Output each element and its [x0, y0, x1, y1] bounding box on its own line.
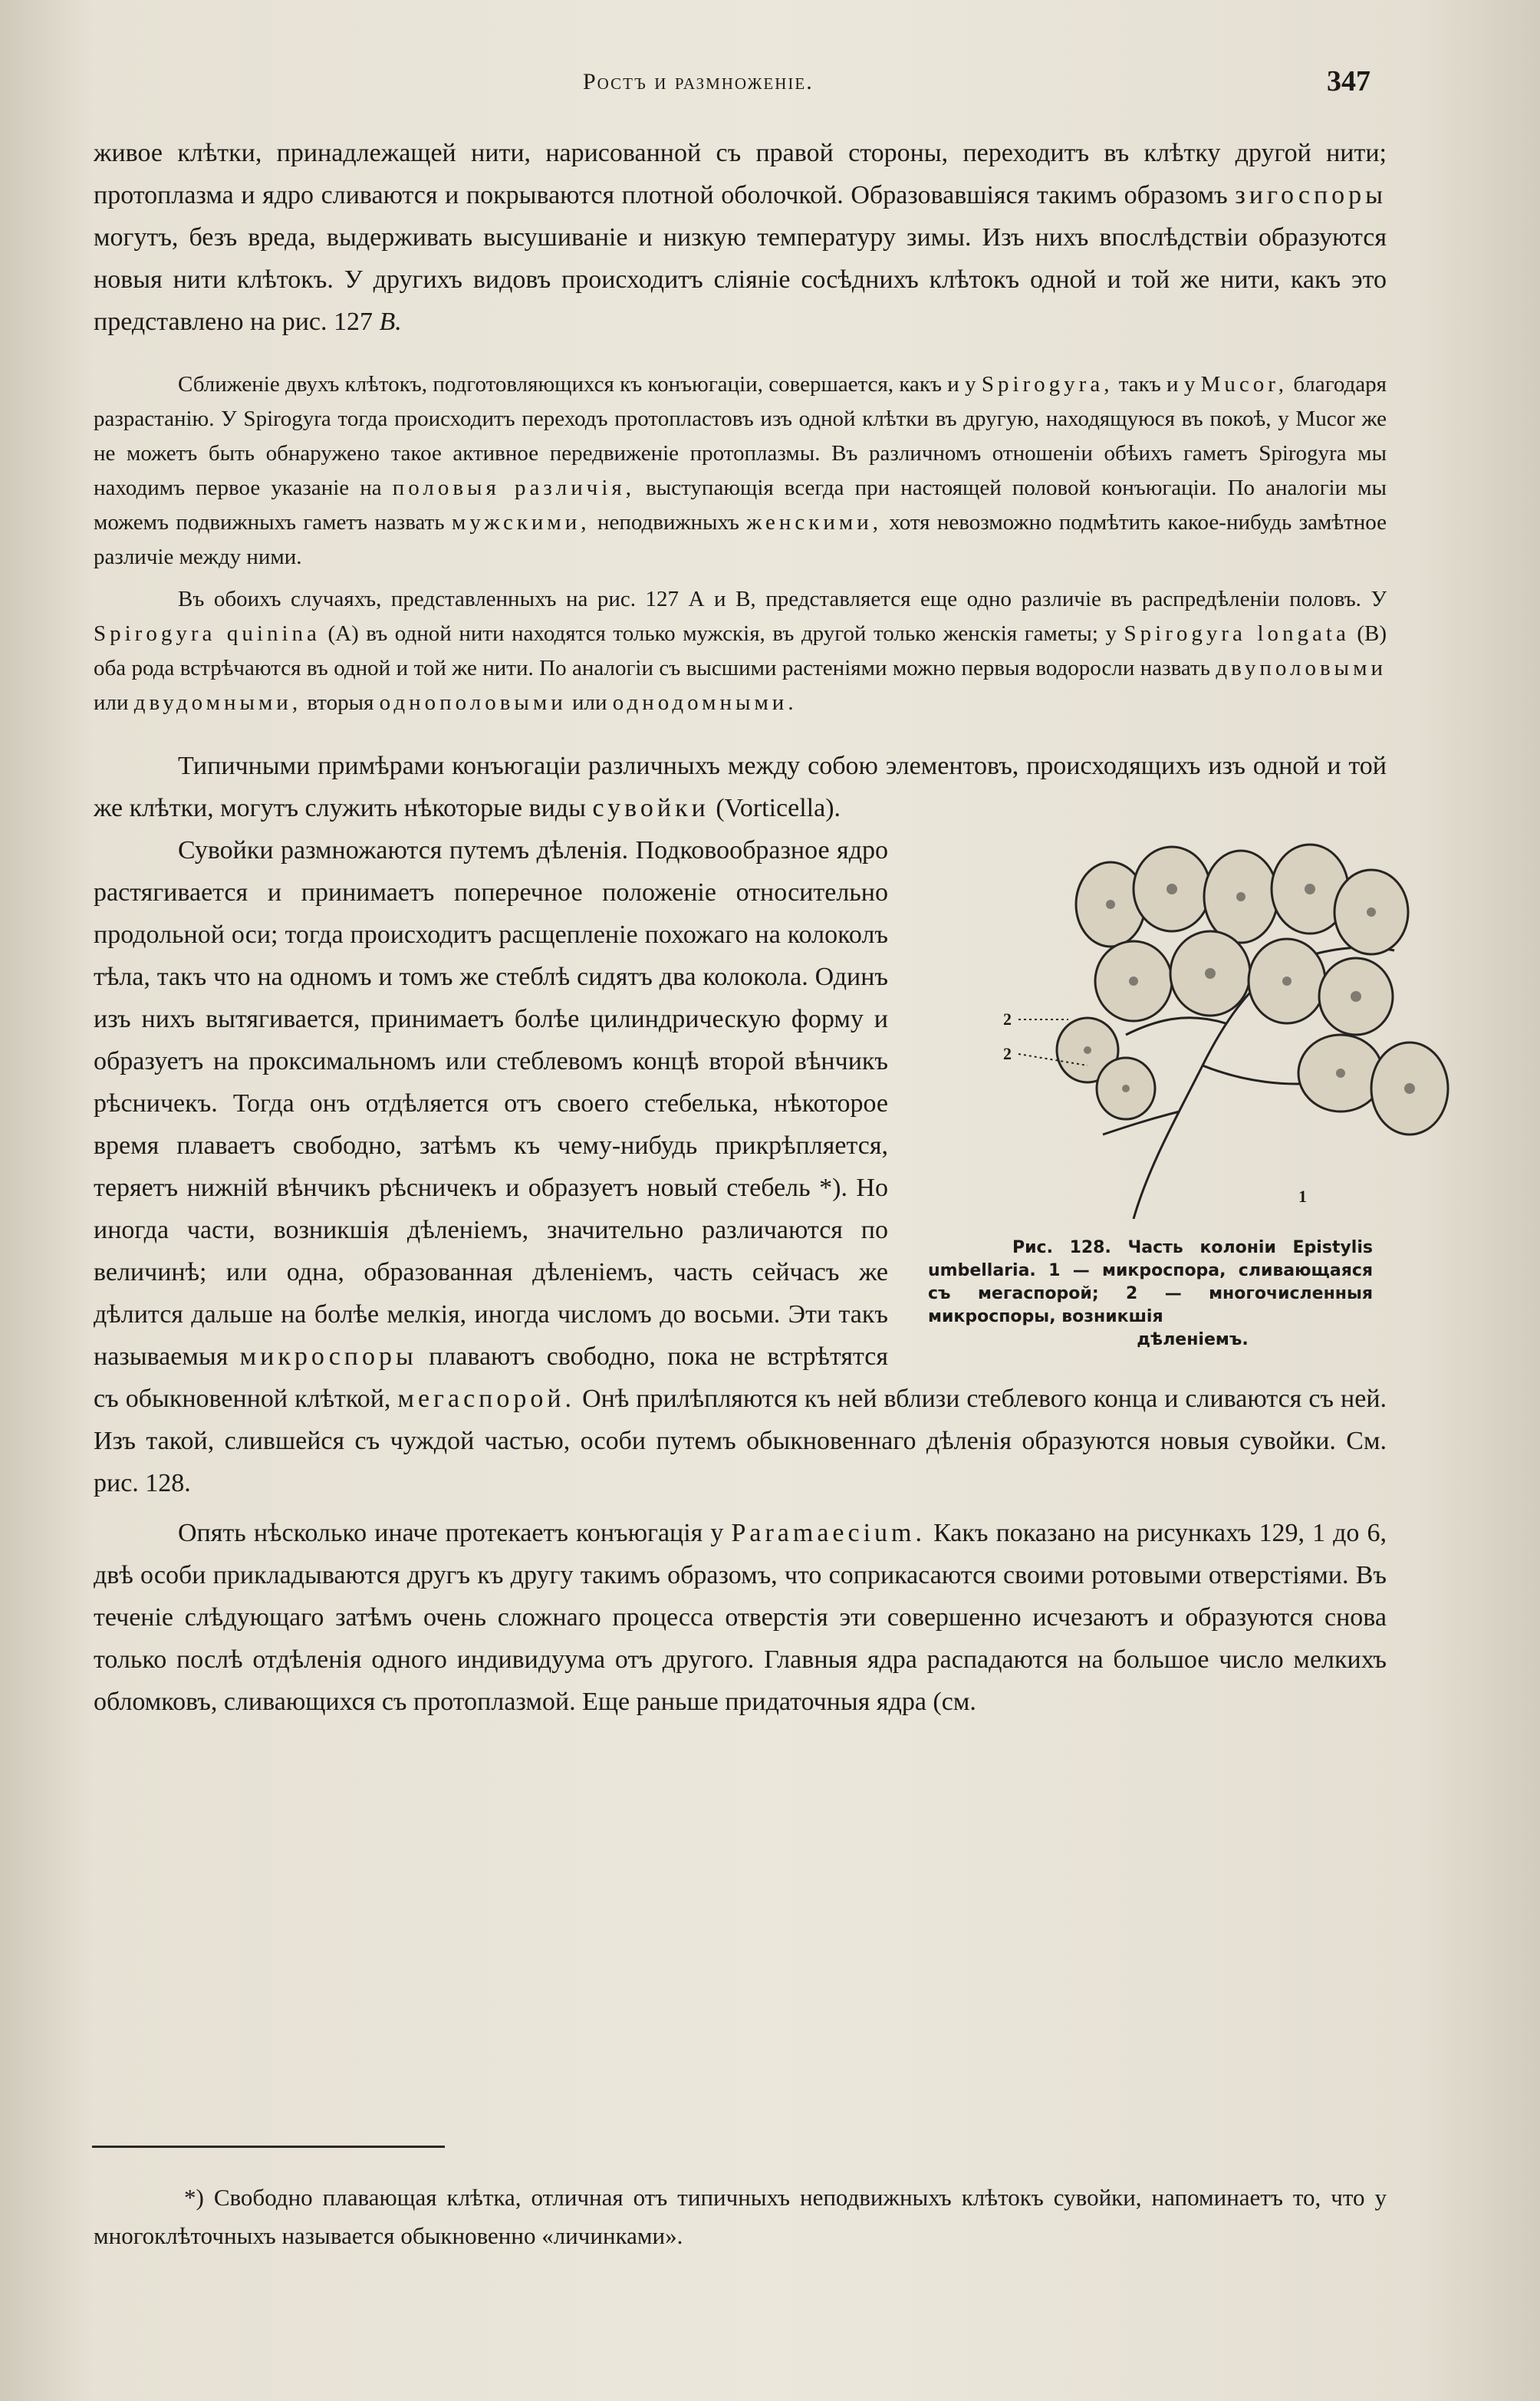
- spaced-term: Spirogyra quinina: [94, 621, 321, 646]
- spaced-term: зигоспоры: [1235, 181, 1387, 209]
- paragraph-text: Какъ показано на рисункахъ 129, 1 до 6, двѣ особи прикладываются другъ къ другу такимъ образомъ, что соприкасаются своими ротовыми отверстіями. Въ теченіе слѣдующаго затѣмъ очень сложнаго процесса отверстія эти совершенно исчезаютъ и образуются снова только послѣ отдѣленія одного индивидуума отъ другого. Главныя ядра распадаются на большое число мелкихъ обломковъ, сливающихся съ протоплазмой. Еще раньше придаточныя ядра (см.: [94, 1519, 1387, 1716]
- paragraph-text: плаваютъ свободно, пока не встрѣтятся съ обыкновенной клѣткой,: [94, 1342, 889, 1413]
- paragraph-text: (А) въ одной нити находятся только мужскія, въ другой только женскія гаметы; у: [327, 621, 1117, 646]
- colony-illustration: [995, 835, 1471, 1219]
- figure-label-2b: 2: [1003, 1044, 1012, 1063]
- figure-label-1: 1: [1298, 1187, 1307, 1206]
- paragraph-text: вторыя: [307, 690, 374, 715]
- paragraph-text: хотя невозможно подмѣтить какое-нибудь замѣтное различіе между ними.: [94, 510, 1387, 569]
- spaced-term: мужскими,: [451, 510, 591, 535]
- caption-species: Epistylis umbellaria.: [928, 1238, 1373, 1280]
- footnote-divider: [92, 2146, 445, 2148]
- spaced-term: сувойки: [592, 794, 709, 822]
- running-title: Ростъ и размноженіе.: [583, 69, 814, 94]
- figure-label-2: 2: [1003, 1009, 1012, 1029]
- page-header: [0, 65, 1540, 107]
- zooid-cluster: [1057, 845, 1448, 1135]
- caption-text: Часть колоніи: [1127, 1238, 1276, 1257]
- figure-128: [911, 835, 1387, 1352]
- paragraph-1: [94, 132, 1387, 343]
- spaced-term: женскими,: [746, 510, 882, 535]
- paragraph-text: или: [572, 690, 607, 715]
- paragraph-text: благодаря разрастанію. У Spirogyra тогда происходитъ переходъ протопластовъ изъ одной клѣтки въ другую, находящуюся въ покоѣ, у Mucor же не можетъ быть обнаружено такое активное передвиженіе протоплазмы. Въ различномъ отношеніи обѣихъ гаметъ Spirogyra мы находимъ первое указаніе на: [94, 372, 1387, 500]
- caption-end: дѣленіемъ.: [1137, 1330, 1249, 1349]
- spaced-term: микроспоры: [239, 1342, 417, 1371]
- spaced-term: однодомными.: [612, 690, 798, 715]
- spaced-term: Mucor,: [1200, 372, 1288, 397]
- page-number: 347: [1327, 65, 1371, 97]
- spaced-term: половыя различія,: [392, 476, 635, 500]
- caption-text: 1 — микроспора, сливающаяся съ мегаспорой; 2 — многочисленныя микроспоры, возникшія: [928, 1261, 1373, 1326]
- spaced-term: двудомными,: [133, 690, 302, 715]
- footnote: *) Свободно плавающая клѣтка, отличная отъ типичныхъ неподвижныхъ клѣтокъ сувойки, напоминаетъ то, что у многоклѣточныхъ называется обыкновенно «личинками».: [94, 2184, 1387, 2249]
- spaced-term: (Vorticella).: [716, 794, 841, 822]
- paragraph-text: такъ и у: [1118, 372, 1196, 397]
- paragraph-text: (B) оба рода встрѣчаются въ одной и той же нити. По аналогіи съ высшими растеніями можно первыя водоросли назвать: [94, 621, 1387, 680]
- paragraph-5: [94, 829, 1387, 1504]
- figure-caption: [911, 1232, 1387, 1352]
- paragraph-text: Онѣ прилѣпляются къ ней вблизи стеблевого конца и сливаются съ ней. Изъ такой, слившейся съ чуждой частью, особи путемъ обыкновеннаго дѣленія образуются новыя сувойки. См. рис. 128.: [94, 1385, 1387, 1497]
- paragraph-text: Сближеніе двухъ клѣтокъ, подготовляющихся къ конъюгаціи, совершается, какъ и у: [178, 372, 976, 397]
- paragraph-2: [94, 367, 1387, 575]
- spaced-term: Spirogyra,: [981, 372, 1114, 397]
- paragraph-text: Сувойки размножаются путемъ дѣленія. Подковообразное ядро растягивается и принимаетъ поперечное положеніе относительно продольной оси; тогда происходитъ расщепленіе похожаго на колоколъ тѣла, такъ что на одномъ и томъ же стеблѣ сидятъ два колокола. Одинъ изъ нихъ вытягивается, принимаетъ болѣе цилиндрическую форму и образуетъ на проксимальномъ или стеблевомъ концѣ второй вѣнчикъ рѣсничекъ. Тогда онъ отдѣляется отъ своего стебелька, нѣкоторое время плаваетъ свободно, затѣмъ къ чему-нибудь прикрѣпляется, теряетъ нижній вѣнчикъ рѣсничекъ и образуетъ новый стебель *). Но иногда части, возникшія дѣленіемъ, значительно различаются по величинѣ; или одна, образованная дѣленіемъ, часть сейчасъ же дѣлится дальше на болѣе мелкія, иногда числомъ до восьми. Эти такъ называемыя: [94, 836, 888, 1371]
- paragraph-text: Типичными примѣрами конъюгаціи различныхъ между собою элементовъ, происходящихъ изъ одной и той же клѣтки, могутъ служить нѣкоторые виды: [94, 752, 1387, 822]
- main-text: [94, 132, 1387, 1723]
- paragraph-text: могутъ, безъ вреда, выдерживать высушиваніе и низкую температуру зимы. Изъ нихъ впослѣдствіи образуются новыя нити клѣтокъ. У другихъ видовъ происходитъ сліяніе сосѣднихъ клѣтокъ одной и той же нити, какъ это представлено на рис. 127: [94, 223, 1387, 336]
- paragraph-text: неподвижныхъ: [597, 510, 739, 535]
- paragraph-3: [94, 582, 1387, 720]
- caption-lead: Рис. 128.: [1012, 1238, 1111, 1257]
- paragraph-6: [94, 1512, 1387, 1723]
- paragraph-text: Опять нѣсколько иначе протекаетъ конъюгація у: [178, 1519, 724, 1547]
- paragraph-4: [94, 745, 1387, 829]
- paragraph-text: Въ обоихъ случаяхъ, представленныхъ на рис. 127 А и В, представляется еще одно различіе въ распредѣленіи половъ. У: [178, 587, 1387, 611]
- paragraph-text: или: [94, 690, 129, 715]
- spaced-term: мегаспорой.: [397, 1385, 576, 1413]
- paragraph-text: живое клѣтки, принадлежащей нити, нарисованной съ правой стороны, переходитъ въ клѣтку другой нити; протоплазма и ядро сливаются и покрываются плотной оболочкой. Образовавшіяся такимъ образомъ: [94, 139, 1387, 209]
- spaced-term: Spirogyra longata: [1124, 621, 1350, 646]
- figure-reference: B.: [379, 308, 402, 336]
- spaced-term: Paramaecium.: [731, 1519, 926, 1547]
- spaced-term: однополовыми: [379, 690, 567, 715]
- paragraph-text: выступающія всегда при настоящей половой конъюгаціи. По аналогіи мы можемъ подвижныхъ гаметъ назвать: [94, 476, 1387, 535]
- spaced-term: двуполовыми: [1216, 656, 1387, 680]
